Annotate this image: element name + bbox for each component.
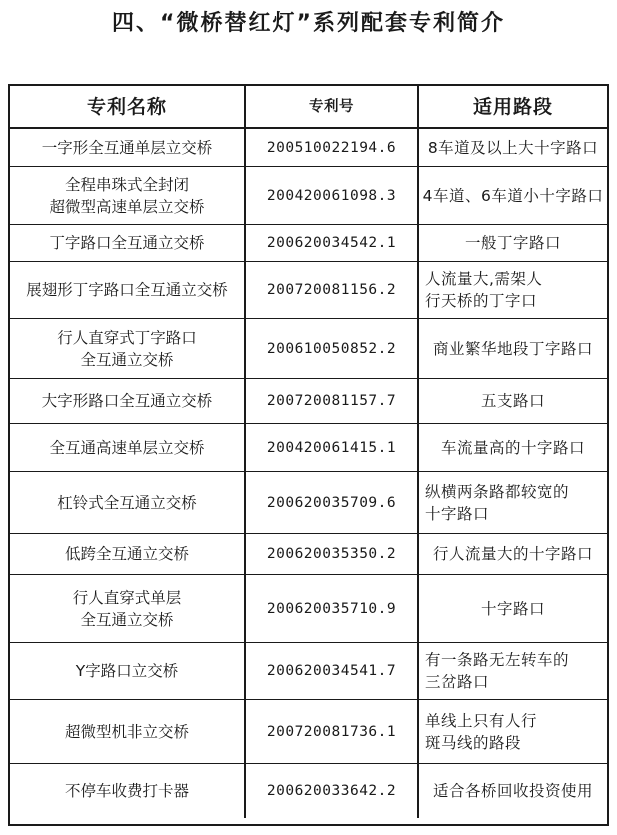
- header-applicable-section: 适用路段: [419, 86, 607, 129]
- patent-name: [57, 327, 197, 371]
- patent-number: 200720081736.1: [246, 700, 419, 764]
- patent-name-line: 超微型高速单层立交桥: [49, 197, 205, 216]
- patent-name: [49, 437, 204, 459]
- patent-name-line: 全互通立交桥: [80, 350, 174, 369]
- patent-name-line: 不停车收费打卡器: [64, 782, 189, 800]
- patent-number: 200420061415.1: [246, 424, 419, 472]
- applicable-section: [481, 390, 545, 412]
- applicable-section: [428, 137, 598, 159]
- applicable-section-cell: [419, 700, 607, 764]
- patent-name-cell: [10, 643, 246, 700]
- patent-number: 200510022194.6: [246, 129, 419, 167]
- patent-name-cell: [10, 379, 246, 424]
- page-title: 四、“微桥替红灯”系列配套专利简介: [112, 11, 505, 36]
- patent-name: [73, 587, 182, 631]
- applicable-section: [433, 780, 593, 802]
- patent-number: 200620035350.2: [246, 534, 419, 575]
- patent-name: [42, 390, 213, 412]
- applicable-section-line: 行天桥的丁字口: [425, 292, 538, 310]
- applicable-section-line: 单线上只有人行: [425, 711, 538, 730]
- patent-name: [65, 721, 189, 743]
- patent-name: [49, 174, 204, 218]
- patent-number: 200420061098.3: [246, 167, 419, 225]
- patent-name-line: 行人直穿式单层: [72, 588, 182, 607]
- applicable-section-line: 三岔路口: [425, 673, 490, 691]
- applicable-section-line: 行人流量大的十字路口: [432, 545, 593, 563]
- applicable-section: [425, 268, 542, 312]
- applicable-section-cell: [419, 129, 607, 167]
- patent-name-cell: [10, 534, 246, 575]
- patent-name-cell: [10, 700, 246, 764]
- patent-number: 200620035709.6: [246, 472, 419, 534]
- patent-name-cell: [10, 129, 246, 167]
- patent-name: [42, 137, 213, 159]
- applicable-section-line: 人流量大,需架人: [425, 270, 543, 288]
- applicable-section-line: 8车道及以上大十字路口: [427, 138, 599, 157]
- applicable-section: [465, 232, 561, 254]
- applicable-section-line: 适合各桥回收投资使用: [432, 782, 593, 800]
- patent-name: [65, 543, 189, 565]
- applicable-section-cell: [419, 424, 607, 472]
- applicable-section-line: 斑马线的路段: [425, 733, 522, 752]
- patent-number: 200620035710.9: [246, 575, 419, 643]
- applicable-section-cell: [419, 379, 607, 424]
- patent-name-line: 全互通立交桥: [80, 610, 174, 629]
- applicable-section-line: 十字路口: [480, 599, 545, 618]
- applicable-section-cell: [419, 472, 607, 534]
- patent-name-line: 杠铃式全互通立交桥: [57, 493, 197, 512]
- applicable-section: [433, 338, 593, 360]
- applicable-section: [433, 543, 593, 565]
- applicable-section: [425, 649, 569, 693]
- patent-name: [76, 660, 178, 682]
- patent-number: 200720081156.2: [246, 262, 419, 319]
- applicable-section: [441, 437, 585, 459]
- applicable-section-cell: [419, 167, 607, 225]
- patent-name-line: 全互通高速单层立交桥: [49, 438, 205, 457]
- patent-name-line: 一字形全互通单层立交桥: [41, 138, 213, 157]
- applicable-section-cell: [419, 225, 607, 262]
- patent-number: 200620034542.1: [246, 225, 419, 262]
- header-patent-number: 专利号: [246, 86, 419, 129]
- patent-name: [49, 232, 204, 254]
- applicable-section-line: 有一条路无左转车的: [425, 651, 570, 669]
- patent-name-line: 超微型机非立交桥: [64, 722, 189, 741]
- patent-table: [8, 84, 609, 826]
- applicable-section: [481, 598, 545, 620]
- applicable-section-line: 十字路口: [425, 504, 490, 523]
- applicable-section-line: 五支路口: [480, 392, 545, 410]
- applicable-section-line: 纵横两条路都较宽的: [425, 482, 570, 501]
- applicable-section: [425, 481, 569, 525]
- applicable-section-cell: [419, 262, 607, 319]
- patent-name-cell: [10, 764, 246, 818]
- applicable-section-cell: [419, 575, 607, 643]
- patent-name-cell: [10, 167, 246, 225]
- applicable-section-cell: [419, 534, 607, 575]
- applicable-section-line: 一般丁字路口: [464, 234, 561, 252]
- patent-name: [65, 780, 189, 802]
- header-patent-name: 专利名称: [10, 86, 246, 129]
- patent-name-line: 丁字路口全互通立交桥: [49, 234, 205, 252]
- applicable-section-line: 商业繁华地段丁字路口: [432, 339, 593, 358]
- patent-number: 200620034541.7: [246, 643, 419, 700]
- patent-number: 200610050852.2: [246, 319, 419, 379]
- patent-name-cell: [10, 319, 246, 379]
- applicable-section: [425, 710, 537, 754]
- patent-name-line: 全程串珠式全封闭: [64, 175, 189, 194]
- patent-name-line: 低跨全互通立交桥: [64, 545, 189, 563]
- patent-name-line: 行人直穿式丁字路口: [57, 328, 197, 347]
- applicable-section-line: 4车道、6车道小十字路口: [422, 186, 604, 205]
- applicable-section-line: 车流量高的十字路口: [440, 438, 585, 457]
- patent-name-cell: [10, 472, 246, 534]
- patent-name-cell: [10, 225, 246, 262]
- applicable-section-cell: [419, 764, 607, 818]
- patent-name: [26, 279, 228, 301]
- patent-name-cell: [10, 575, 246, 643]
- applicable-section-cell: [419, 643, 607, 700]
- applicable-section: [423, 185, 604, 207]
- patent-name: [57, 492, 197, 514]
- patent-number: 200720081157.7: [246, 379, 419, 424]
- patent-number: 200620033642.2: [246, 764, 419, 818]
- patent-name-cell: [10, 424, 246, 472]
- patent-name-line: 展翅形丁字路口全互通立交桥: [26, 281, 228, 299]
- patent-name-line: Y字路口立交桥: [75, 662, 179, 680]
- patent-name-line: 大字形路口全互通立交桥: [41, 392, 213, 410]
- applicable-section-cell: [419, 319, 607, 379]
- patent-name-cell: [10, 262, 246, 319]
